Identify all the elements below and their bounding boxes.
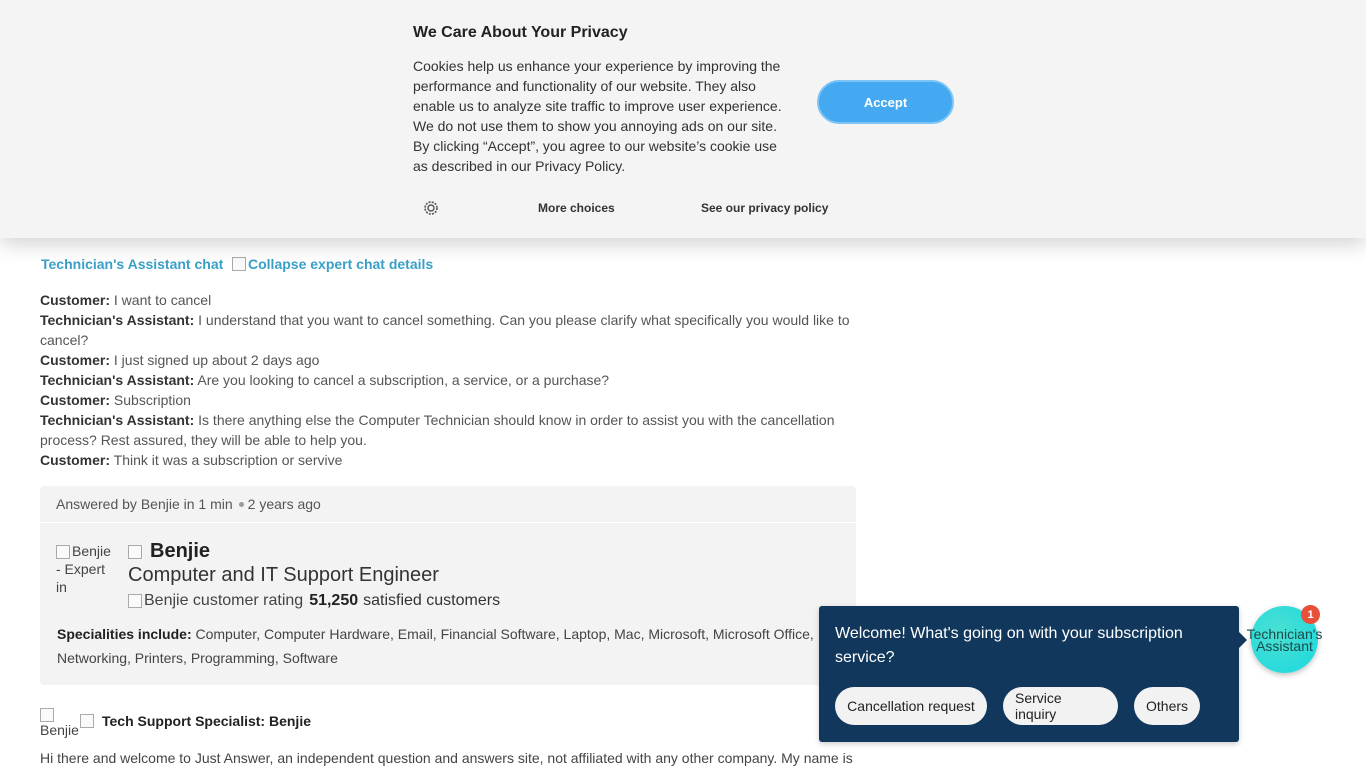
assistant-avatar-alt: Technician's Assistant bbox=[1246, 625, 1323, 654]
notification-badge: 1 bbox=[1301, 605, 1320, 624]
chat-expert-label-text: Tech Support Specialist: Benjie bbox=[102, 713, 312, 729]
gear-icon[interactable] bbox=[423, 200, 439, 216]
privacy-policy-link[interactable]: See our privacy policy bbox=[701, 201, 829, 215]
message-text: I want to cancel bbox=[110, 292, 212, 308]
transcript-line bbox=[40, 350, 860, 370]
broken-image-icon bbox=[80, 714, 94, 728]
separator-dot bbox=[239, 502, 244, 507]
expert-rating bbox=[128, 592, 500, 610]
cancellation-request-button[interactable]: Cancellation request bbox=[835, 687, 987, 725]
transcript-line bbox=[40, 390, 860, 410]
specialities bbox=[57, 622, 847, 670]
transcript-line bbox=[40, 290, 860, 310]
answered-by-text: Answered by Benjie in 1 min bbox=[56, 496, 233, 512]
speaker-label: Customer: bbox=[40, 292, 111, 308]
verified-badge-icon bbox=[128, 545, 142, 559]
speaker-label: Customer: bbox=[40, 352, 111, 368]
more-choices-button[interactable]: More choices bbox=[538, 201, 615, 215]
answer-meta bbox=[56, 496, 321, 512]
expert-avatar bbox=[56, 542, 114, 595]
message-text: Are you looking to cancel a subscription, a service, or a purchase? bbox=[194, 372, 610, 388]
customer-suffix: satisfied customers bbox=[363, 592, 501, 609]
expert-name[interactable] bbox=[128, 540, 210, 563]
transcript-line bbox=[40, 310, 860, 350]
message-text: Subscription bbox=[110, 392, 191, 408]
speaker-label: Technician's Assistant: bbox=[40, 412, 195, 428]
ta-chat-header[interactable]: Technician's Assistant chat bbox=[41, 256, 224, 272]
chat-expert-label bbox=[80, 713, 311, 729]
transcript-line bbox=[40, 370, 860, 390]
chat-avatar-alt: Benjie bbox=[40, 722, 79, 739]
chat-popup bbox=[819, 606, 1239, 742]
answer-age: 2 years ago bbox=[247, 496, 321, 512]
message-text: Think it was a subscription or servive bbox=[110, 452, 343, 468]
answer-card bbox=[40, 486, 856, 685]
rating-alt: Benjie customer rating bbox=[144, 592, 304, 609]
message-text: I just signed up about 2 days ago bbox=[110, 352, 320, 368]
speaker-label: Technician's Assistant: bbox=[40, 312, 195, 328]
broken-image-icon bbox=[40, 708, 54, 722]
collapse-chat-details-button[interactable] bbox=[232, 256, 433, 272]
transcript-line bbox=[40, 450, 860, 470]
divider bbox=[40, 522, 856, 523]
welcome-message: Hi there and welcome to Just Answer, an independent question and answers site, not affiliated with any other company. My name is bbox=[40, 750, 853, 766]
cookie-banner bbox=[0, 0, 1366, 238]
transcript-line bbox=[40, 410, 860, 450]
accept-cookies-button[interactable]: Accept bbox=[817, 80, 954, 124]
speaker-label: Technician's Assistant: bbox=[40, 372, 195, 388]
specialities-list: Computer, Computer Hardware, Email, Financial Software, Laptop, Mac, Microsoft, Microsoft Office, Networking, Printers, Programming, Software bbox=[57, 626, 814, 666]
cookie-title: We Care About Your Privacy bbox=[413, 24, 628, 41]
expert-name-text: Benjie bbox=[150, 540, 211, 562]
chat-expert-avatar bbox=[40, 706, 79, 739]
broken-image-icon bbox=[232, 257, 246, 271]
broken-image-icon bbox=[56, 545, 70, 559]
message-text: I understand that you want to cancel something. Can you please clarify what specifically you would like to cancel? bbox=[40, 312, 850, 348]
expert-avatar-alt: Benjie - Expert in bbox=[56, 543, 111, 595]
speaker-label: Customer: bbox=[40, 452, 111, 468]
service-inquiry-button[interactable]: Service inquiry bbox=[1003, 687, 1118, 725]
speaker-label: Customer: bbox=[40, 392, 111, 408]
customer-count: 51,250 bbox=[309, 592, 359, 609]
specialities-label: Specialities include: bbox=[57, 626, 192, 642]
cookie-text: Cookies help us enhance your experience by improving the performance and functionality of our website. They also enable us to analyze site traffic to improve user experience. We do not use them to show you annoying ads on our site. By clicking “Accept”, you agree to our website’s cookie use as described in our Privacy Policy. bbox=[413, 58, 782, 174]
others-button[interactable]: Others bbox=[1134, 687, 1200, 725]
expert-title: Computer and IT Support Engineer bbox=[128, 564, 439, 586]
rating-stars-icon bbox=[128, 594, 142, 608]
message-text: Is there anything else the Computer Technician should know in order to assist you with the cancellation process? Rest assured, they will be able to help you. bbox=[40, 412, 835, 448]
chat-transcript bbox=[40, 290, 860, 470]
collapse-chat-details-alt: Collapse expert chat details bbox=[248, 256, 434, 272]
chat-question: Welcome! What's going on with your subscription service? bbox=[835, 625, 1183, 666]
